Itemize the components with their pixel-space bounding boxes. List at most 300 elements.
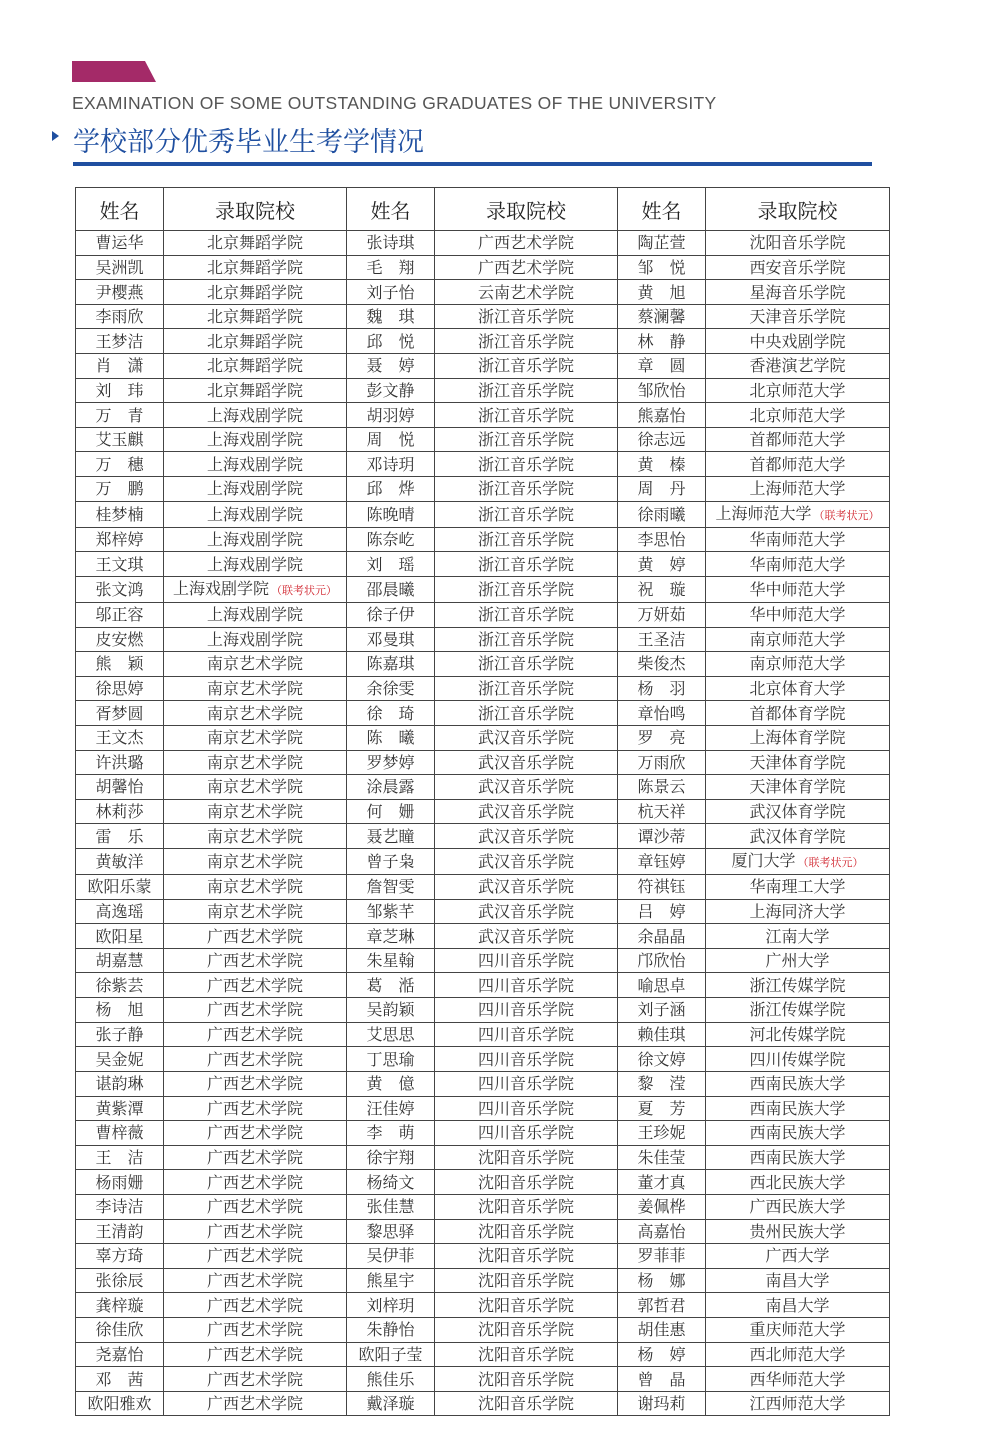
admitted-school xyxy=(435,255,618,280)
school-name: 广西艺术学院 xyxy=(206,1024,303,1044)
admitted-school xyxy=(706,1367,890,1392)
student-name: 黄敏洋 xyxy=(76,849,164,875)
school-name: 沈阳音乐学院 xyxy=(477,1295,574,1315)
school-name: 四川音乐学院 xyxy=(477,1049,574,1069)
school-name: 浙江音乐学院 xyxy=(477,703,574,723)
student-name: 黄紫潭 xyxy=(76,1096,164,1121)
admitted-school xyxy=(164,1121,347,1146)
school-name: 广西艺术学院 xyxy=(206,1295,303,1315)
table-row xyxy=(76,576,890,602)
school-name: 广西大学 xyxy=(765,1246,830,1266)
student-name: 毛 翔 xyxy=(347,255,435,280)
admitted-school xyxy=(435,824,618,849)
admitted-school xyxy=(435,701,618,726)
school-name: 上海同济大学 xyxy=(749,901,846,921)
admitted-school xyxy=(706,477,890,502)
student-name: 王珍妮 xyxy=(618,1121,706,1146)
table-row xyxy=(76,255,890,280)
table-row xyxy=(76,602,890,627)
school-name: 云南艺术学院 xyxy=(477,282,574,302)
admitted-school xyxy=(706,1170,890,1195)
student-name: 吕 婷 xyxy=(618,899,706,924)
school-name: 武汉音乐学院 xyxy=(477,826,574,846)
school-name: 上海戏剧学院 xyxy=(206,554,303,574)
school-name: 华南理工大学 xyxy=(749,877,846,897)
student-name: 章怡鸣 xyxy=(618,701,706,726)
school-name: 南京艺术学院 xyxy=(206,654,303,674)
top-scorer-note: （联考状元） xyxy=(813,508,880,522)
student-name: 吴韵颖 xyxy=(347,998,435,1023)
table-row xyxy=(76,701,890,726)
table-row xyxy=(76,477,890,502)
admitted-school xyxy=(706,576,890,602)
table-row xyxy=(76,849,890,875)
admitted-school xyxy=(706,1268,890,1293)
student-name: 杨 羽 xyxy=(618,676,706,701)
student-name: 邱 烨 xyxy=(347,477,435,502)
admitted-school xyxy=(706,948,890,973)
table-row xyxy=(76,824,890,849)
admitted-school xyxy=(435,329,618,354)
admitted-school xyxy=(164,304,347,329)
student-name: 谌韵琳 xyxy=(76,1071,164,1096)
school-name: 武汉音乐学院 xyxy=(477,802,574,822)
student-name: 刘 玮 xyxy=(76,378,164,403)
table-row xyxy=(76,280,890,305)
admitted-school xyxy=(164,527,347,552)
admitted-school xyxy=(164,1293,347,1318)
student-name: 辜方琦 xyxy=(76,1244,164,1269)
school-name: 厦门大学 xyxy=(731,851,796,871)
admitted-school xyxy=(164,924,347,949)
admitted-school xyxy=(706,403,890,428)
school-name: 北京舞蹈学院 xyxy=(206,380,303,400)
student-name: 黄 億 xyxy=(347,1071,435,1096)
admitted-school xyxy=(706,1391,890,1416)
admitted-school xyxy=(435,602,618,627)
school-name: 中央戏剧学院 xyxy=(749,331,846,351)
student-name: 高嘉怡 xyxy=(618,1219,706,1244)
school-name: 南京艺术学院 xyxy=(206,877,303,897)
school-name: 南昌大学 xyxy=(765,1295,830,1315)
school-name: 北京舞蹈学院 xyxy=(206,356,303,376)
school-name: 上海戏剧学院 xyxy=(206,629,303,649)
student-name: 熊嘉怡 xyxy=(618,403,706,428)
student-name: 余徐雯 xyxy=(347,676,435,701)
admitted-school xyxy=(435,849,618,875)
admitted-school xyxy=(164,1194,347,1219)
student-name: 喻思卓 xyxy=(618,973,706,998)
student-name: 李诗洁 xyxy=(76,1194,164,1219)
school-name: 广西民族大学 xyxy=(749,1197,846,1217)
top-scorer-note: （联考状元） xyxy=(271,583,337,597)
table-row xyxy=(76,1293,890,1318)
school-name: 贵州民族大学 xyxy=(749,1221,846,1241)
school-name: 沈阳音乐学院 xyxy=(477,1394,574,1414)
school-name: 广西艺术学院 xyxy=(206,1000,303,1020)
admitted-school xyxy=(435,1121,618,1146)
admitted-school xyxy=(164,652,347,677)
school-name: 浙江音乐学院 xyxy=(477,605,574,625)
admitted-school xyxy=(435,924,618,949)
admitted-school xyxy=(706,1219,890,1244)
school-name: 沈阳音乐学院 xyxy=(749,233,846,253)
table-row xyxy=(76,924,890,949)
school-name: 四川音乐学院 xyxy=(477,975,574,995)
school-name: 南京艺术学院 xyxy=(206,852,303,872)
school-name: 浙江传媒学院 xyxy=(749,1000,846,1020)
school-name: 广西艺术学院 xyxy=(206,1344,303,1364)
school-name: 南京艺术学院 xyxy=(206,802,303,822)
admitted-school xyxy=(164,824,347,849)
student-name: 丁思瑜 xyxy=(347,1047,435,1072)
school-name: 西南民族大学 xyxy=(749,1148,846,1168)
admitted-school xyxy=(435,1022,618,1047)
admitted-school xyxy=(164,799,347,824)
student-name: 杭天祥 xyxy=(618,799,706,824)
table-row xyxy=(76,676,890,701)
student-name: 徐志远 xyxy=(618,427,706,452)
school-name: 南京艺术学院 xyxy=(206,901,303,921)
table-row xyxy=(76,1096,890,1121)
school-name: 北京舞蹈学院 xyxy=(206,282,303,302)
student-name: 欧阳星 xyxy=(76,924,164,949)
student-name: 张文鸿 xyxy=(76,576,164,602)
admitted-school xyxy=(435,627,618,652)
table-row xyxy=(76,378,890,403)
school-name: 沈阳音乐学院 xyxy=(477,1320,574,1340)
admitted-school xyxy=(706,1244,890,1269)
student-name: 祝 璇 xyxy=(618,576,706,602)
graduates-table xyxy=(75,187,890,1416)
school-name: 浙江音乐学院 xyxy=(477,307,574,327)
school-name: 广西艺术学院 xyxy=(206,1123,303,1143)
admitted-school xyxy=(706,1194,890,1219)
admitted-school xyxy=(706,452,890,477)
school-name: 南京师范大学 xyxy=(749,629,846,649)
admitted-school xyxy=(164,280,347,305)
school-name: 四川音乐学院 xyxy=(477,1024,574,1044)
student-name: 杨绮文 xyxy=(347,1170,435,1195)
admitted-school xyxy=(435,948,618,973)
student-name: 万妍茹 xyxy=(618,602,706,627)
school-name: 四川音乐学院 xyxy=(477,1000,574,1020)
student-name: 胡馨怡 xyxy=(76,775,164,800)
admitted-school xyxy=(435,527,618,552)
table-row xyxy=(76,998,890,1023)
admitted-school xyxy=(164,354,347,379)
admitted-school xyxy=(435,998,618,1023)
student-name: 罗 亮 xyxy=(618,725,706,750)
admitted-school xyxy=(435,1367,618,1392)
student-name: 王文琪 xyxy=(76,552,164,577)
school-name: 沈阳音乐学院 xyxy=(477,1344,574,1364)
school-name: 广西艺术学院 xyxy=(206,1148,303,1168)
student-name: 朱佳莹 xyxy=(618,1145,706,1170)
school-name: 广西艺术学院 xyxy=(206,926,303,946)
student-name: 张诗琪 xyxy=(347,231,435,256)
header-name-3: 姓名 xyxy=(618,188,706,231)
school-name: 星海音乐学院 xyxy=(749,282,846,302)
admitted-school xyxy=(435,477,618,502)
admitted-school xyxy=(435,1194,618,1219)
admitted-school xyxy=(706,378,890,403)
admitted-school xyxy=(706,824,890,849)
student-name: 李雨欣 xyxy=(76,304,164,329)
student-name: 罗梦婷 xyxy=(347,750,435,775)
school-name: 上海戏剧学院 xyxy=(206,504,303,524)
student-name: 章 圆 xyxy=(618,354,706,379)
school-name: 天津音乐学院 xyxy=(749,307,846,327)
table-header-row xyxy=(76,188,890,231)
table-row xyxy=(76,1244,890,1269)
school-name: 浙江音乐学院 xyxy=(477,405,574,425)
school-name: 华南师范大学 xyxy=(749,554,846,574)
student-name: 邹紫芊 xyxy=(347,899,435,924)
student-name: 刘子涵 xyxy=(618,998,706,1023)
student-name: 万 穗 xyxy=(76,452,164,477)
school-name: 广州大学 xyxy=(765,951,830,971)
school-name: 浙江音乐学院 xyxy=(477,380,574,400)
student-name: 吴伊菲 xyxy=(347,1244,435,1269)
header-school-1: 录取院校 xyxy=(164,188,347,231)
admitted-school xyxy=(164,1317,347,1342)
school-name: 北京舞蹈学院 xyxy=(206,331,303,351)
admitted-school xyxy=(164,378,347,403)
admitted-school xyxy=(435,378,618,403)
student-name: 章芝琳 xyxy=(347,924,435,949)
student-name: 杨雨姗 xyxy=(76,1170,164,1195)
table-row xyxy=(76,627,890,652)
student-name: 万 鹏 xyxy=(76,477,164,502)
admitted-school xyxy=(164,627,347,652)
student-name: 徐雨曦 xyxy=(618,501,706,527)
student-name: 邱 悦 xyxy=(347,329,435,354)
school-name: 南京艺术学院 xyxy=(206,826,303,846)
school-name: 浙江音乐学院 xyxy=(477,331,574,351)
admitted-school xyxy=(435,280,618,305)
admitted-school xyxy=(706,1121,890,1146)
student-name: 王梦洁 xyxy=(76,329,164,354)
admitted-school xyxy=(164,403,347,428)
admitted-school xyxy=(706,552,890,577)
admitted-school xyxy=(706,304,890,329)
school-name: 北京体育大学 xyxy=(749,679,846,699)
table-row xyxy=(76,775,890,800)
admitted-school xyxy=(706,1317,890,1342)
school-name: 武汉音乐学院 xyxy=(477,877,574,897)
student-name: 王文杰 xyxy=(76,725,164,750)
school-name: 浙江音乐学院 xyxy=(477,554,574,574)
admitted-school xyxy=(706,875,890,900)
student-name: 尹樱燕 xyxy=(76,280,164,305)
school-name: 浙江音乐学院 xyxy=(477,479,574,499)
admitted-school xyxy=(164,602,347,627)
school-name: 西安音乐学院 xyxy=(749,257,846,277)
student-name: 谢玛莉 xyxy=(618,1391,706,1416)
admitted-school xyxy=(435,501,618,527)
admitted-school xyxy=(435,552,618,577)
table-row xyxy=(76,973,890,998)
school-name: 四川音乐学院 xyxy=(477,951,574,971)
header-name-1: 姓名 xyxy=(76,188,164,231)
school-name: 浙江传媒学院 xyxy=(749,975,846,995)
school-name: 南京艺术学院 xyxy=(206,728,303,748)
student-name: 李 萌 xyxy=(347,1121,435,1146)
school-name: 南昌大学 xyxy=(765,1271,830,1291)
student-name: 熊 颖 xyxy=(76,652,164,677)
table-row xyxy=(76,354,890,379)
student-name: 吴洲凯 xyxy=(76,255,164,280)
admitted-school xyxy=(164,1244,347,1269)
school-name: 四川音乐学院 xyxy=(477,1123,574,1143)
admitted-school xyxy=(164,501,347,527)
admitted-school xyxy=(164,701,347,726)
school-name: 河北传媒学院 xyxy=(749,1024,846,1044)
school-name: 广西艺术学院 xyxy=(206,1172,303,1192)
school-name: 上海师范大学 xyxy=(749,479,846,499)
student-name: 詹智雯 xyxy=(347,875,435,900)
school-name: 华中师范大学 xyxy=(749,605,846,625)
admitted-school xyxy=(706,1071,890,1096)
school-name: 北京师范大学 xyxy=(749,405,846,425)
admitted-school xyxy=(164,1170,347,1195)
student-name: 邵晨曦 xyxy=(347,576,435,602)
student-name: 彭文静 xyxy=(347,378,435,403)
student-name: 柴俊杰 xyxy=(618,652,706,677)
admitted-school xyxy=(164,576,347,602)
school-name: 天津体育学院 xyxy=(749,777,846,797)
student-name: 罗菲菲 xyxy=(618,1244,706,1269)
admitted-school xyxy=(706,329,890,354)
table-row xyxy=(76,652,890,677)
school-name: 沈阳音乐学院 xyxy=(477,1369,574,1389)
school-name: 北京舞蹈学院 xyxy=(206,307,303,327)
table-row xyxy=(76,1317,890,1342)
student-name: 邓 茜 xyxy=(76,1367,164,1392)
student-name: 邹 悦 xyxy=(618,255,706,280)
student-name: 陈景云 xyxy=(618,775,706,800)
student-name: 杨 婷 xyxy=(618,1342,706,1367)
school-name: 西南民族大学 xyxy=(749,1074,846,1094)
admitted-school xyxy=(164,725,347,750)
student-name: 王 洁 xyxy=(76,1145,164,1170)
table-row xyxy=(76,875,890,900)
student-name: 曾子枭 xyxy=(347,849,435,875)
admitted-school xyxy=(435,231,618,256)
school-name: 西南民族大学 xyxy=(749,1123,846,1143)
student-name: 徐宇翔 xyxy=(347,1145,435,1170)
school-name: 西北民族大学 xyxy=(749,1172,846,1192)
title-underline xyxy=(73,162,872,166)
table-row xyxy=(76,725,890,750)
school-name: 浙江音乐学院 xyxy=(477,504,574,524)
student-name: 姜佩桦 xyxy=(618,1194,706,1219)
admitted-school xyxy=(435,973,618,998)
student-name: 邹欣怡 xyxy=(618,378,706,403)
english-subtitle: EXAMINATION OF SOME OUTSTANDING GRADUATES OF THE UNIVERSITY xyxy=(72,93,717,113)
student-name: 葛 湉 xyxy=(347,973,435,998)
student-name: 邬正容 xyxy=(76,602,164,627)
admitted-school xyxy=(706,1342,890,1367)
school-name: 四川传媒学院 xyxy=(749,1049,846,1069)
school-name: 武汉音乐学院 xyxy=(477,852,574,872)
admitted-school xyxy=(164,1268,347,1293)
admitted-school xyxy=(706,427,890,452)
admitted-school xyxy=(706,255,890,280)
student-name: 陈 曦 xyxy=(347,725,435,750)
school-name: 西北师范大学 xyxy=(749,1344,846,1364)
admitted-school xyxy=(164,973,347,998)
student-name: 林 静 xyxy=(618,329,706,354)
student-name: 张徐辰 xyxy=(76,1268,164,1293)
admitted-school xyxy=(435,875,618,900)
student-name: 陈奈屹 xyxy=(347,527,435,552)
student-name: 徐子伊 xyxy=(347,602,435,627)
header-accent-tab xyxy=(72,61,156,82)
table-row xyxy=(76,1145,890,1170)
school-name: 沈阳音乐学院 xyxy=(477,1172,574,1192)
admitted-school xyxy=(435,354,618,379)
admitted-school xyxy=(706,1096,890,1121)
admitted-school xyxy=(435,576,618,602)
admitted-school xyxy=(435,1268,618,1293)
admitted-school xyxy=(435,403,618,428)
school-name: 四川音乐学院 xyxy=(477,1074,574,1094)
student-name: 聂艺瞳 xyxy=(347,824,435,849)
admitted-school xyxy=(164,676,347,701)
student-name: 陈嘉琪 xyxy=(347,652,435,677)
admitted-school xyxy=(706,1145,890,1170)
table-row xyxy=(76,1367,890,1392)
student-name: 徐文婷 xyxy=(618,1047,706,1072)
school-name: 广西艺术学院 xyxy=(206,1074,303,1094)
table-row xyxy=(76,1268,890,1293)
table-row xyxy=(76,899,890,924)
table-row xyxy=(76,329,890,354)
student-name: 熊佳乐 xyxy=(347,1367,435,1392)
table-row xyxy=(76,452,890,477)
admitted-school xyxy=(435,452,618,477)
student-name: 皮安燃 xyxy=(76,627,164,652)
student-name: 艾思思 xyxy=(347,1022,435,1047)
school-name: 广西艺术学院 xyxy=(477,233,574,253)
admitted-school xyxy=(706,280,890,305)
school-name: 广西艺术学院 xyxy=(206,951,303,971)
school-name: 浙江音乐学院 xyxy=(477,579,574,599)
student-name: 刘子怡 xyxy=(347,280,435,305)
school-name: 天津体育学院 xyxy=(749,752,846,772)
student-name: 雷 乐 xyxy=(76,824,164,849)
school-name: 广西艺术学院 xyxy=(206,1271,303,1291)
table-row xyxy=(76,304,890,329)
admitted-school xyxy=(164,1367,347,1392)
table-row xyxy=(76,1391,890,1416)
school-name: 首都体育学院 xyxy=(749,703,846,723)
admitted-school xyxy=(164,1391,347,1416)
student-name: 龚梓璇 xyxy=(76,1293,164,1318)
school-name: 上海戏剧学院 xyxy=(172,578,269,598)
school-name: 沈阳音乐学院 xyxy=(477,1148,574,1168)
school-name: 西南民族大学 xyxy=(749,1098,846,1118)
table-row xyxy=(76,1219,890,1244)
school-name: 武汉音乐学院 xyxy=(477,901,574,921)
admitted-school xyxy=(164,452,347,477)
student-name: 高逸瑶 xyxy=(76,899,164,924)
admitted-school xyxy=(706,924,890,949)
table-row xyxy=(76,552,890,577)
student-name: 黄 榛 xyxy=(618,452,706,477)
